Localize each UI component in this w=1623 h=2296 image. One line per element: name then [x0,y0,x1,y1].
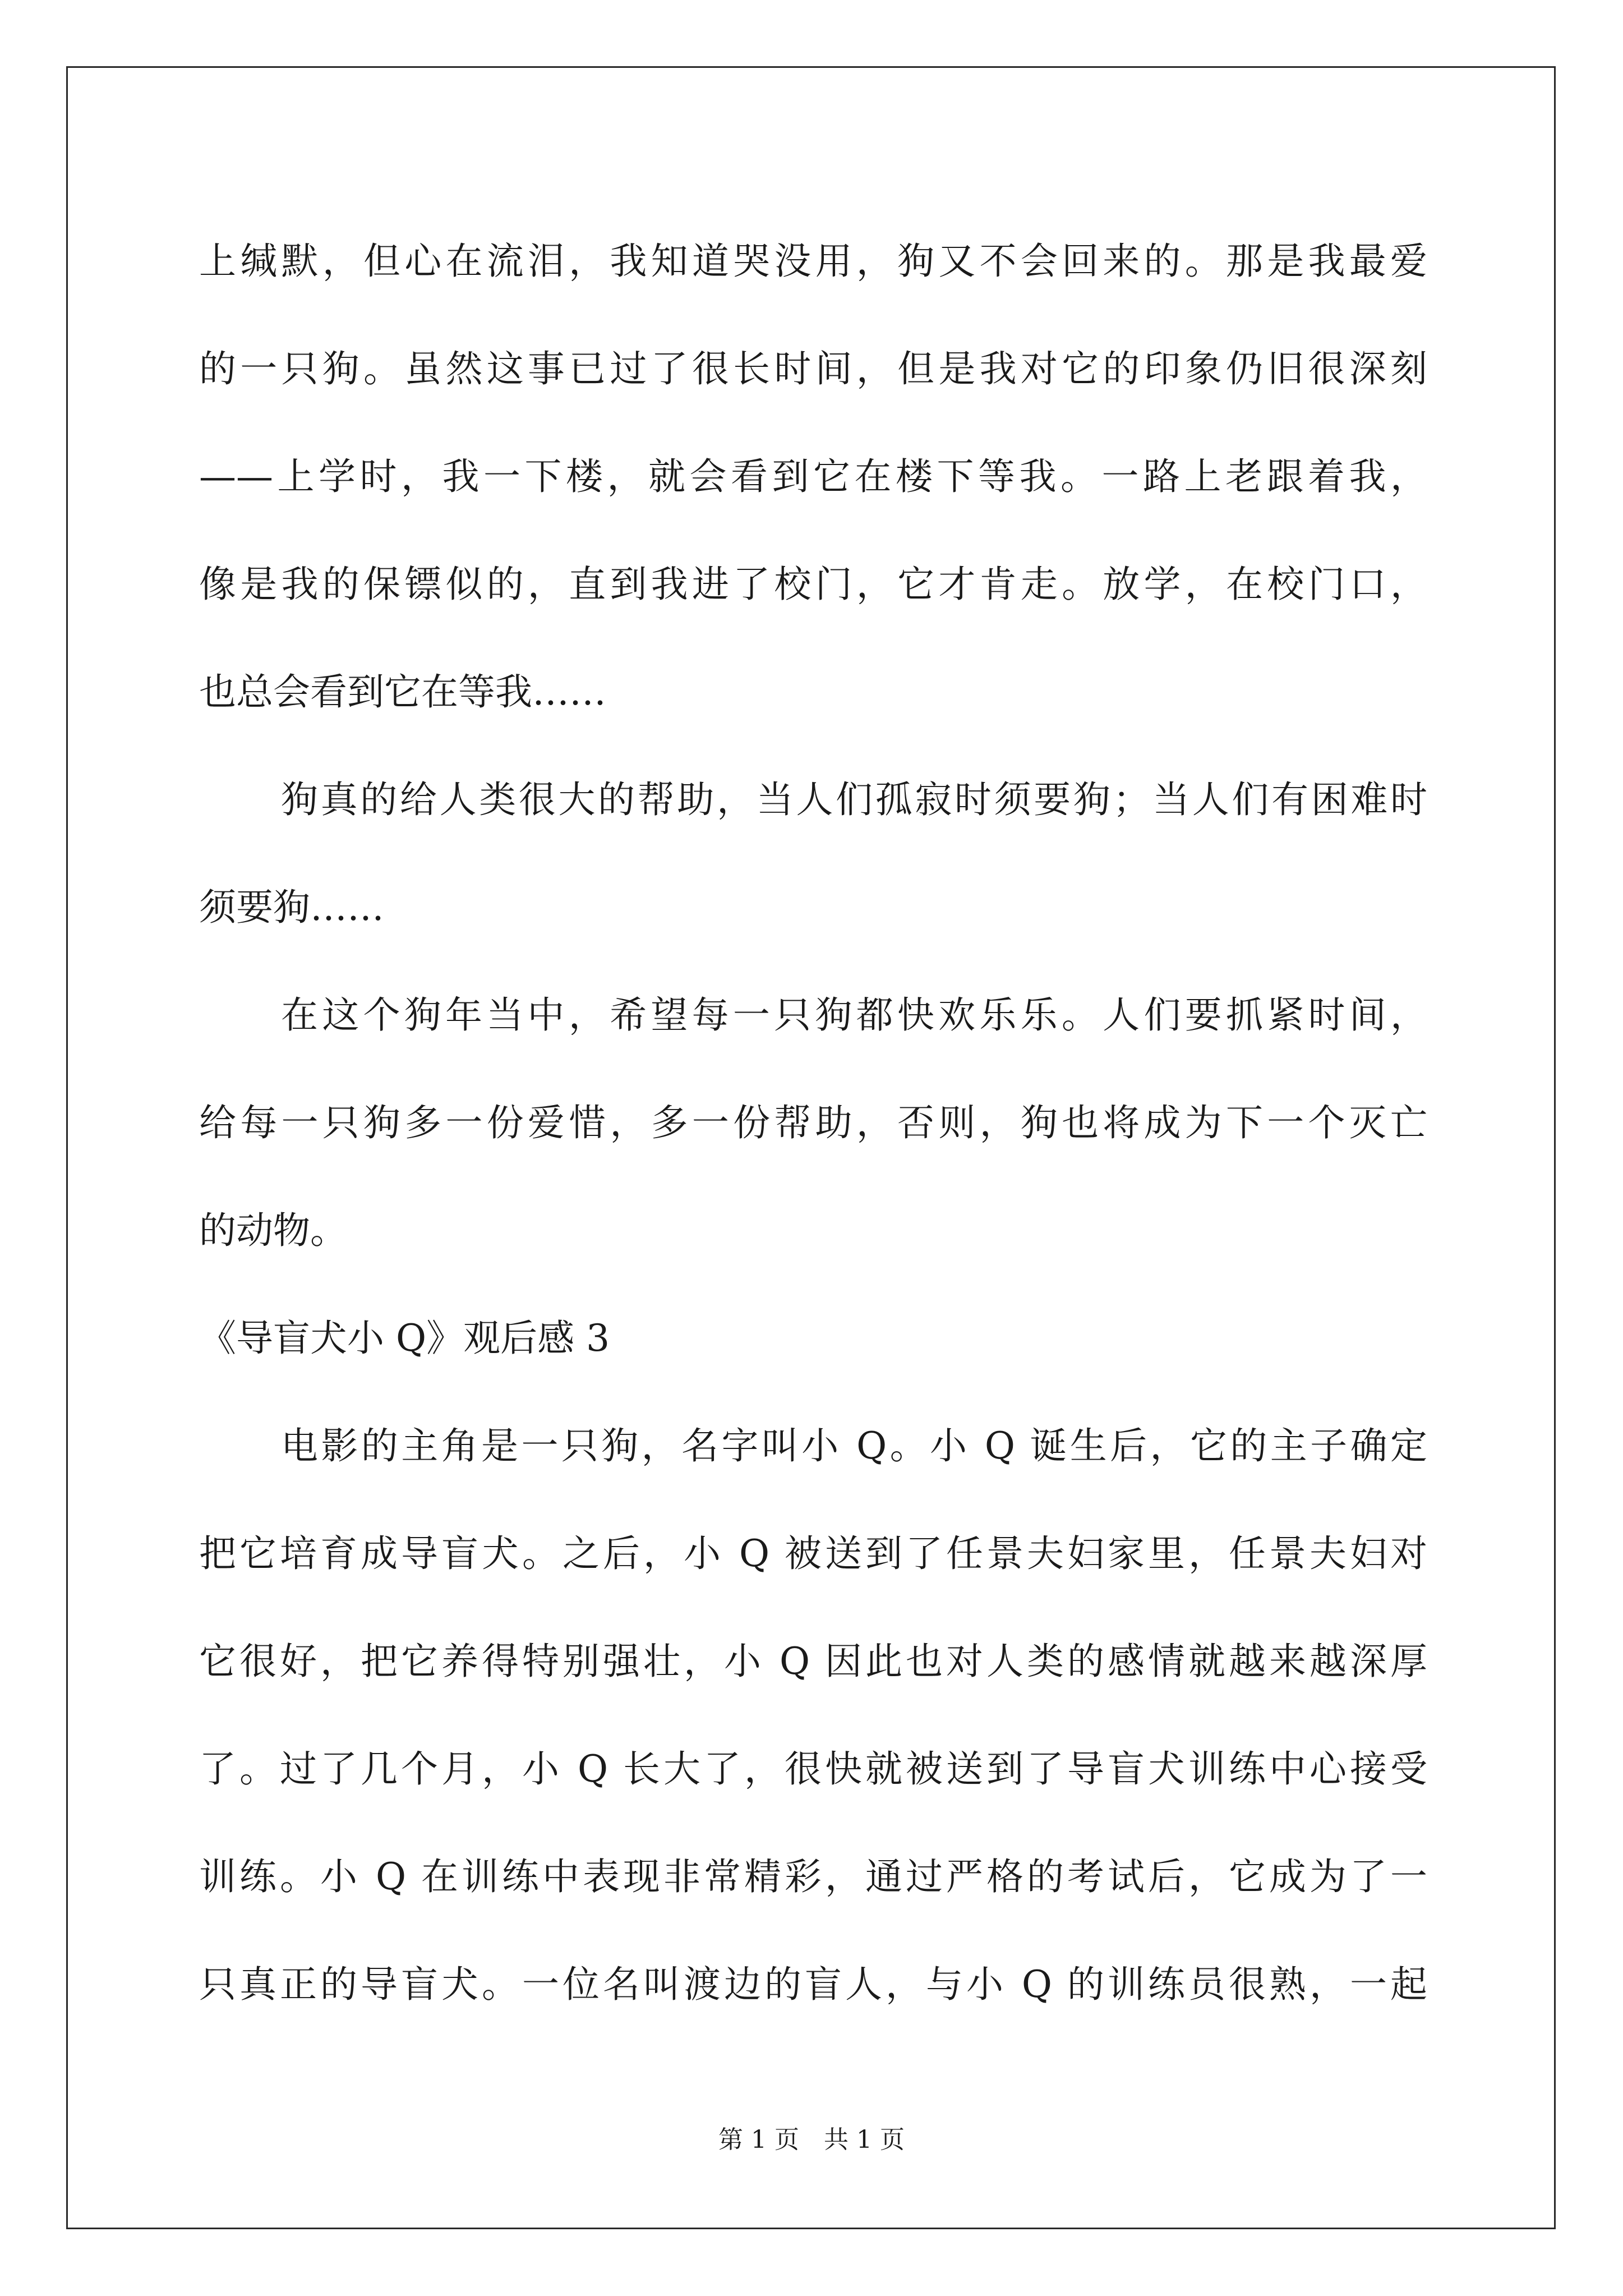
text-line: ——上学时，我一下楼，就会看到它在楼下等我。一路上老跟着我， [199,455,1427,498]
text-line: 它很好，把它养得特别强壮，小 Q 因此也对人类的感情就越来越深厚 [199,1640,1427,1683]
text-line: 训练。小 Q 在训练中表现非常精彩，通过严格的考试后，它成为了一 [199,1855,1427,1898]
text-line: 把它培育成导盲犬。之后，小 Q 被送到了任景夫妇家里，任景夫妇对 [199,1532,1427,1575]
text-line: 的动物。 [199,1209,347,1252]
text-line: 给每一只狗多一份爱惜，多一份帮助，否则，狗也将成为下一个灭亡 [199,1101,1427,1144]
text-line: 像是我的保镖似的，直到我进了校门，它才肯走。放学，在校门口， [199,563,1427,606]
text-line: 也总会看到它在等我…… [199,670,606,714]
page-footer: 第 1 页 共 1 页 [718,2125,905,2154]
text-line: 了。过了几个月，小 Q 长大了，很快就被送到了导盲犬训练中心接受 [199,1747,1427,1791]
text-line: 在这个狗年当中，希望每一只狗都快欢乐乐。人们要抓紧时间， [281,993,1427,1037]
document-body [199,208,1427,2039]
text-line: 上缄默，但心在流泪，我知道哭没用，狗又不会回来的。那是我最爱 [199,240,1427,283]
text-line: 狗真的给人类很大的帮助，当人们孤寂时须要狗；当人们有困难时 [281,778,1427,821]
text-line: 须要狗…… [199,886,384,929]
text-line: 电影的主角是一只狗，名字叫小 Q。小 Q 诞生后，它的主子确定 [281,1424,1427,1467]
text-line: 的一只狗。虽然这事已过了很长时间，但是我对它的印象仍旧很深刻 [199,347,1427,390]
section-heading: 《导盲犬小 Q》观后感 3 [199,1317,610,1360]
text-line: 只真正的导盲犬。一位名叫渡边的盲人，与小 Q 的训练员很熟，一起 [199,1963,1427,2006]
